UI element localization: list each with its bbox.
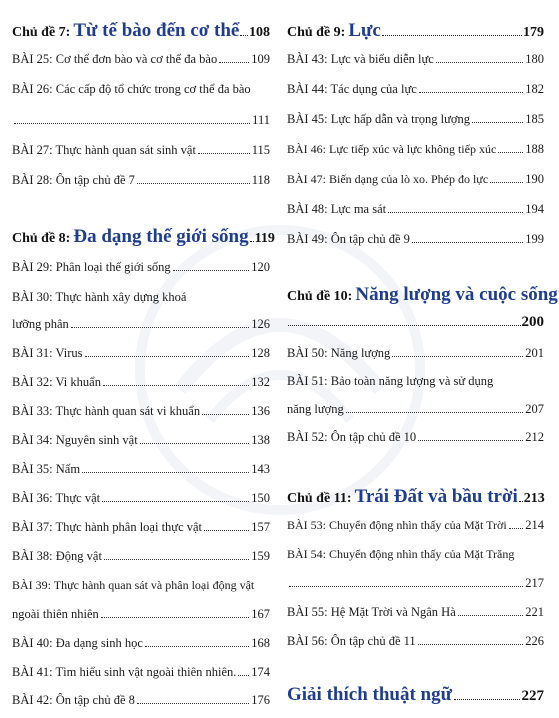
page-number: 118 (251, 173, 270, 187)
toc-entry[interactable] (12, 433, 270, 448)
chapter-title: Lực (348, 20, 381, 41)
page-number: 188 (525, 142, 544, 156)
page-number: 136 (251, 404, 270, 418)
toc-entry[interactable] (12, 404, 270, 419)
page-number: 185 (525, 112, 544, 126)
page-number: 132 (251, 375, 270, 389)
toc-entry[interactable] (287, 605, 544, 620)
entry-label: BÀI 40: Đa dạng sinh học (12, 636, 143, 650)
entry-label: ngoài thiên nhiên (12, 607, 99, 621)
dot-leader (240, 35, 248, 36)
entry-label: lưỡng phân (12, 317, 69, 331)
chapter-title: Từ tế bào đến cơ thể (73, 20, 240, 41)
dot-leader (388, 212, 523, 213)
chapter-9-heading[interactable] (287, 20, 544, 42)
chapter-title: Trái Đất và bầu trời (354, 486, 518, 507)
glossary-heading[interactable] (287, 684, 544, 706)
entry-label: BÀI 55: Hệ Mặt Trời và Ngân Hà (287, 605, 456, 619)
entry-label: BÀI 32: Vi khuẩn (12, 375, 101, 389)
dot-leader (418, 440, 523, 441)
page-number: 115 (251, 143, 270, 157)
page-number: 111 (252, 113, 270, 127)
toc-entry-continued[interactable] (12, 317, 270, 332)
dot-leader (454, 699, 519, 700)
entry-label: năng lượng (287, 402, 344, 416)
toc-entry-continued[interactable] (287, 576, 544, 591)
chapter-11-heading[interactable] (287, 486, 544, 508)
entry-label: BÀI 39: Thực hành quan sát và phân loại động vật (12, 578, 255, 592)
chapter-8-heading[interactable] (12, 226, 275, 248)
entry-label: BÀI 54: Chuyển động nhìn thấy của Mặt Trăng (287, 547, 515, 561)
dot-leader (419, 92, 523, 93)
chapter-7-heading[interactable] (12, 20, 270, 42)
dot-leader (103, 385, 249, 386)
page-number: 213 (523, 491, 545, 506)
page-number: 174 (251, 665, 270, 679)
dot-leader (490, 182, 523, 183)
page-number: 190 (525, 172, 544, 186)
glossary-title: Giải thích thuật ngữ (287, 684, 453, 705)
toc-entry[interactable] (287, 346, 544, 361)
dot-leader (140, 443, 250, 444)
dot-leader (102, 501, 249, 502)
toc-entry[interactable] (12, 549, 270, 564)
chapter-title: Năng lượng và cuộc sống (355, 284, 558, 305)
page-number: 214 (525, 518, 544, 532)
dot-leader (71, 327, 249, 328)
toc-entry[interactable] (12, 290, 270, 305)
entry-label: BÀI 31: Virus (12, 346, 83, 360)
dot-leader (436, 62, 523, 63)
page-number: 159 (251, 549, 270, 563)
page-number: 119 (254, 231, 275, 246)
dot-leader (509, 528, 524, 529)
dot-leader (219, 62, 249, 63)
page-number: 128 (251, 346, 270, 360)
toc-entry[interactable] (287, 430, 544, 445)
dot-leader (101, 617, 249, 618)
toc-entry[interactable] (12, 346, 270, 361)
page-number: 176 (251, 693, 270, 707)
entry-label: BÀI 43: Lực và biểu diễn lực (287, 52, 434, 66)
chapter-prefix: Chủ đề 11: (287, 491, 352, 506)
chapter-10-page-line[interactable] (287, 314, 544, 331)
toc-entry[interactable] (12, 665, 270, 680)
page-number: 168 (251, 636, 270, 650)
entry-label: BÀI 36: Thực vật (12, 491, 101, 505)
toc-entry[interactable] (287, 634, 544, 649)
entry-label: BÀI 42: Ôn tập chủ đề 8 (12, 693, 135, 707)
toc-entry[interactable] (12, 462, 270, 477)
page-number: 167 (251, 607, 270, 621)
entry-label: BÀI 52: Ôn tập chủ đề 10 (287, 430, 417, 444)
page-number: 180 (525, 52, 544, 66)
toc-entry[interactable] (287, 112, 544, 127)
entry-label: BÀI 56: Ôn tập chủ đề 11 (287, 634, 416, 648)
toc-entry[interactable] (287, 518, 544, 533)
page-number: 157 (251, 520, 270, 534)
chapter-10-heading[interactable] (287, 284, 558, 306)
toc-entry[interactable] (287, 232, 544, 247)
toc-entry-continued[interactable] (287, 402, 544, 417)
page-number: 227 (521, 688, 544, 704)
chapter-prefix: Chủ đề 9: (287, 25, 346, 40)
toc-entry[interactable] (12, 173, 270, 188)
dot-leader (412, 242, 523, 243)
entry-label: BÀI 49: Ôn tập chủ đề 9 (287, 232, 410, 246)
toc-entry[interactable] (287, 82, 544, 97)
toc-entry[interactable] (12, 375, 270, 390)
dot-leader (472, 122, 523, 123)
chapter-prefix: Chủ đề 8: (12, 231, 71, 246)
dot-leader (382, 35, 522, 36)
page-number: 201 (525, 346, 544, 360)
dot-leader (288, 325, 521, 326)
dot-leader (204, 530, 249, 531)
entry-label: BÀI 34: Nguyên sinh vật (12, 433, 138, 447)
dot-leader (346, 412, 523, 413)
entry-label: BÀI 37: Thực hành phân loại thực vật (12, 520, 203, 534)
page-number: 200 (521, 314, 544, 330)
entry-label: BÀI 26: Các cấp độ tổ chức trong cơ thể đa bào (12, 82, 251, 96)
toc-entry[interactable] (287, 547, 544, 562)
toc-entry-continued[interactable] (12, 607, 270, 622)
page-number: 194 (525, 202, 544, 216)
dot-leader (458, 615, 524, 616)
page-number: 179 (523, 25, 544, 40)
dot-leader (238, 675, 249, 676)
page-number: 143 (251, 462, 270, 476)
toc-entry[interactable] (12, 636, 270, 651)
dot-leader (498, 152, 523, 153)
toc-entry[interactable] (12, 260, 270, 275)
dot-leader (519, 501, 523, 502)
entry-label: BÀI 51: Bảo toàn năng lượng và sử dụng (287, 374, 494, 388)
chapter-prefix: Chủ đề 10: (287, 289, 353, 304)
toc-entry[interactable] (12, 52, 270, 67)
dot-leader (198, 153, 250, 154)
toc-entry-continued[interactable] (12, 113, 270, 128)
dot-leader (202, 414, 249, 415)
page-number: 138 (251, 433, 270, 447)
toc-entry[interactable] (12, 82, 270, 97)
dot-leader (250, 241, 254, 242)
page-number: 120 (251, 260, 270, 274)
entry-label: BÀI 25: Cơ thể đơn bào và cơ thể đa bào (12, 52, 218, 66)
toc-entry[interactable] (287, 374, 544, 389)
toc-entry[interactable] (287, 52, 544, 67)
entry-label: BÀI 47: Biến dạng của lò xo. Phép đo lực (287, 172, 489, 186)
page-number: 150 (251, 491, 270, 505)
chapter-prefix: Chủ đề 7: (12, 25, 71, 40)
entry-label: BÀI 27: Thực hành quan sát sinh vật (12, 143, 196, 157)
toc-entry[interactable] (12, 693, 270, 708)
entry-label: BÀI 29: Phân loại thế giới sống (12, 260, 171, 274)
entry-label: BÀI 38: Động vật (12, 549, 102, 563)
page-number: 207 (525, 402, 544, 416)
entry-label: BÀI 30: Thực hành xây dựng khoá (12, 290, 187, 304)
page-number: 199 (525, 232, 544, 246)
dot-leader (137, 183, 250, 184)
entry-label: BÀI 50: Năng lượng (287, 346, 391, 360)
entry-label: BÀI 44: Tác dụng của lực (287, 82, 417, 96)
page-number: 226 (525, 634, 544, 648)
toc-entry[interactable] (12, 491, 270, 506)
dot-leader (418, 644, 524, 645)
page-number: 217 (525, 576, 544, 590)
dot-leader (104, 559, 249, 560)
dot-leader (137, 703, 249, 704)
dot-leader (14, 123, 250, 124)
dot-leader (289, 586, 523, 587)
entry-label: BÀI 46: Lực tiếp xúc và lực không tiếp xúc (287, 142, 497, 156)
entry-label: BÀI 45: Lực hấp dẫn và trọng lượng (287, 112, 470, 126)
chapter-title: Đa dạng thế giới sống (73, 226, 249, 247)
toc-entry[interactable] (12, 578, 270, 593)
dot-leader (85, 356, 250, 357)
entry-label: BÀI 33: Thực hành quan sát vi khuẩn (12, 404, 201, 418)
dot-leader (173, 270, 250, 271)
page-number: 221 (525, 605, 544, 619)
dot-leader (145, 646, 249, 647)
entry-label: BÀI 41: Tìm hiểu sinh vật ngoài thiên nhiên. (12, 665, 237, 679)
page-number: 109 (251, 52, 270, 66)
dot-leader (82, 472, 249, 473)
dot-leader (392, 356, 523, 357)
page-number: 212 (525, 430, 544, 444)
entry-label: BÀI 53: Chuyển động nhìn thấy của Mặt Trời (287, 518, 507, 532)
page-number: 108 (249, 25, 270, 40)
entry-label: BÀI 48: Lực ma sát (287, 202, 387, 216)
toc-entry[interactable] (287, 172, 544, 187)
toc-entry[interactable] (12, 520, 270, 535)
toc-entry[interactable] (287, 142, 544, 157)
entry-label: BÀI 28: Ôn tập chủ đề 7 (12, 173, 135, 187)
page-number: 126 (251, 317, 270, 331)
toc-entry[interactable] (287, 202, 544, 217)
entry-label: BÀI 35: Nấm (12, 462, 81, 476)
page-number: 182 (525, 82, 544, 96)
toc-entry[interactable] (12, 143, 270, 158)
